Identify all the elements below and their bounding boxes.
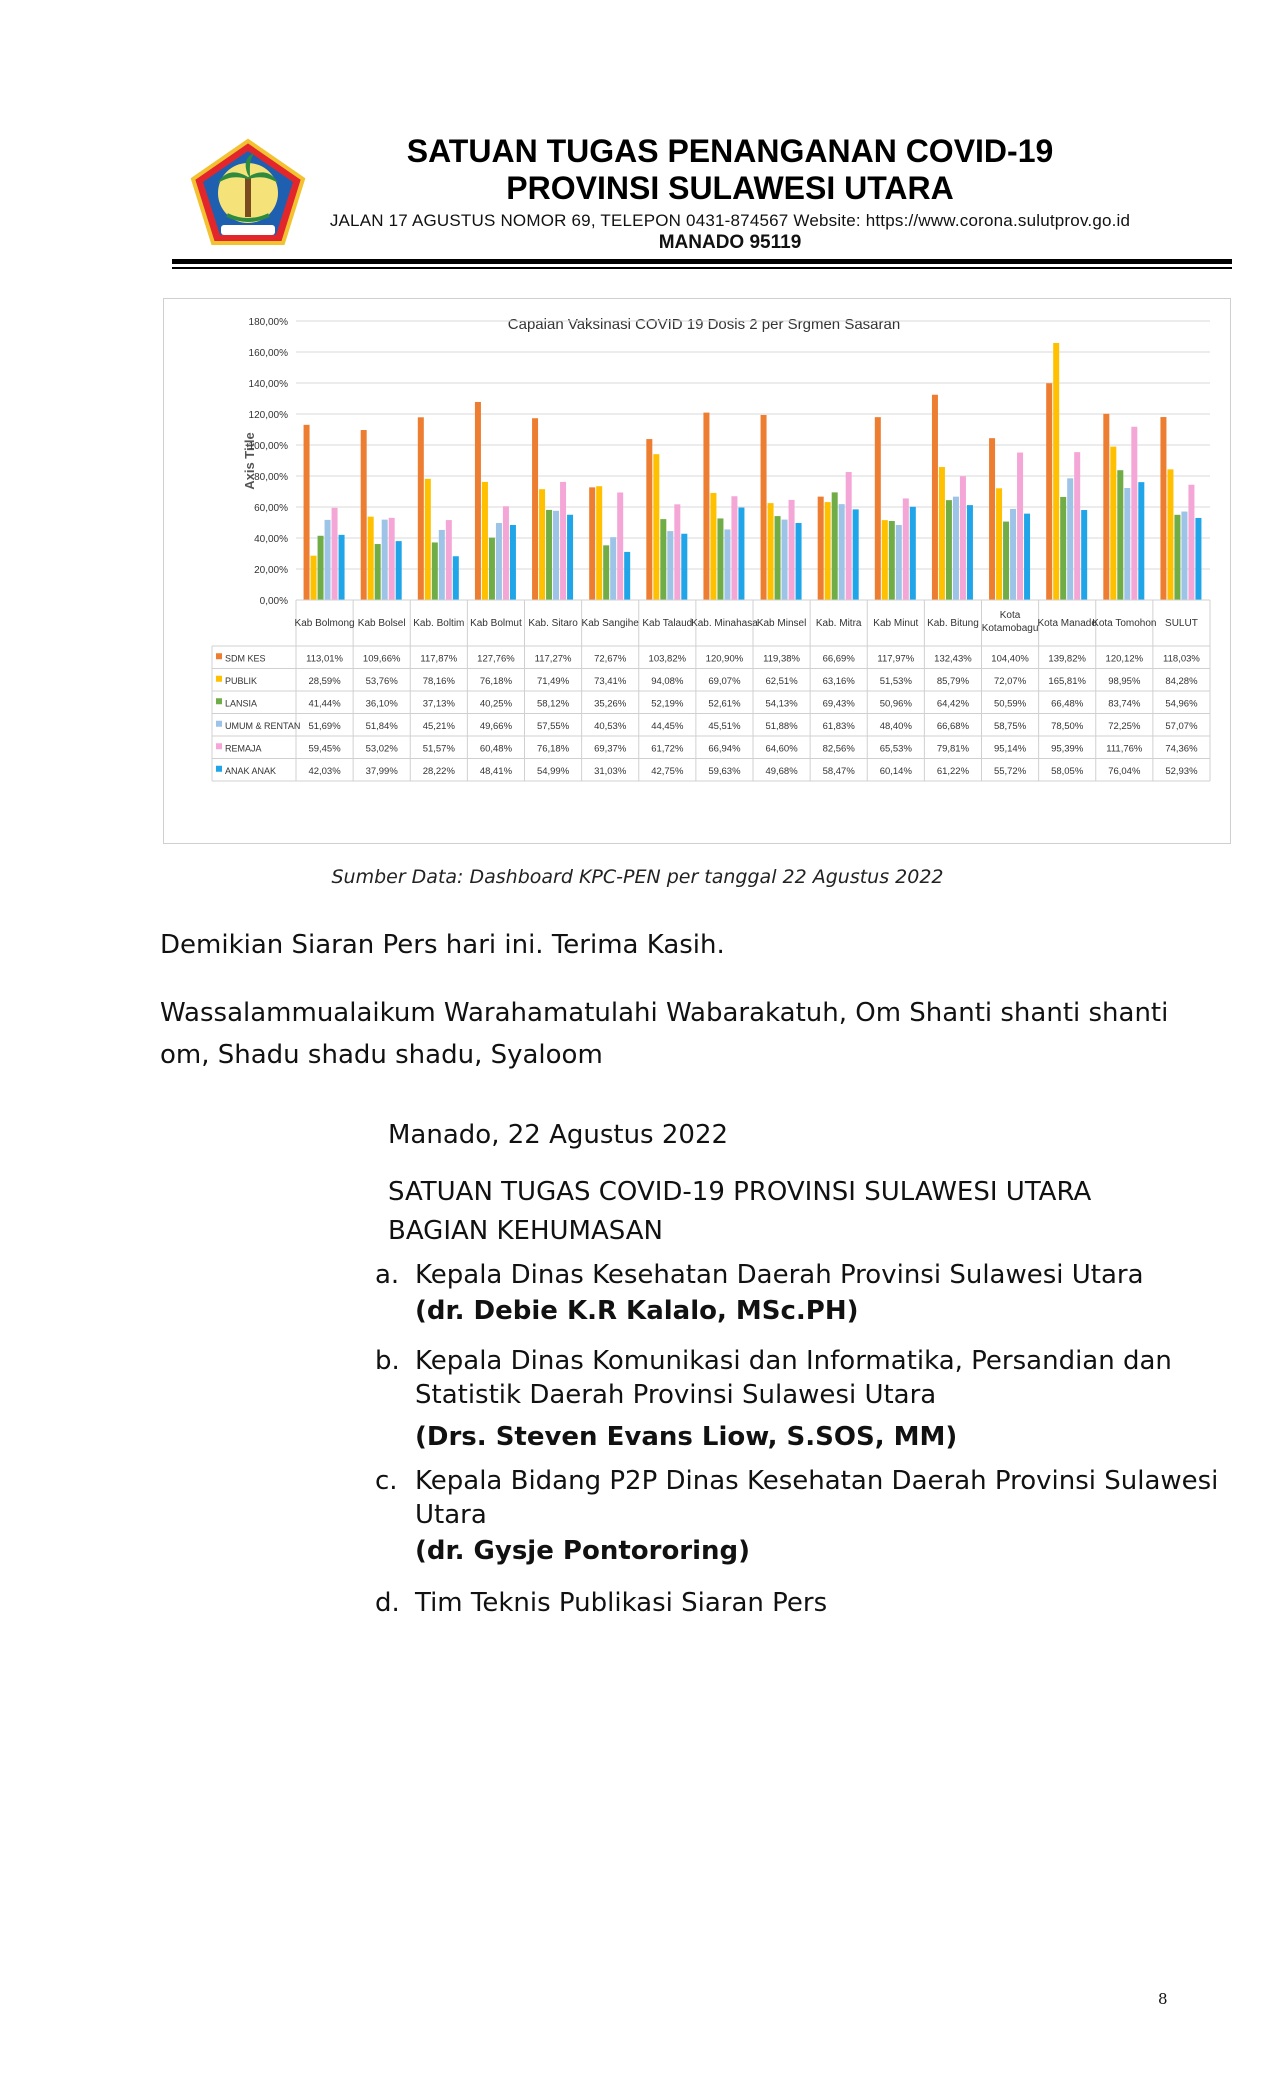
chart-legend-swatch: [216, 653, 222, 659]
chart-bar: [1117, 470, 1123, 600]
chart-bar: [882, 520, 888, 600]
chart-bar: [368, 517, 374, 600]
chart-data-label: 76,18%: [536, 743, 570, 755]
chart-y-tick-label: 40,00%: [254, 534, 288, 545]
chart-y-tick-label: 60,00%: [254, 503, 288, 514]
chart-bar: [989, 438, 995, 600]
chart-data-label: 94,08%: [651, 675, 684, 687]
chart-bar: [724, 529, 730, 600]
chart-bar: [1053, 343, 1059, 600]
chart-bar: [832, 492, 838, 600]
chart-bar: [1174, 515, 1180, 600]
chart-data-label: 52,19%: [651, 698, 684, 710]
chart-data-label: 71,49%: [536, 675, 570, 687]
chart-data-label: 82,56%: [822, 743, 855, 755]
chart-x-tick-label: Kab. Boltim: [413, 618, 465, 629]
chart-bar: [325, 520, 331, 600]
chart-data-label: 64,60%: [765, 743, 798, 755]
chart-bar: [560, 482, 566, 600]
chart-title: Capaian Vaksinasi COVID 19 Dosis 2 per Srgmen Sasaran: [507, 316, 901, 333]
list-item-letter: c.: [375, 1466, 398, 1496]
header-title-line2: PROVINSI SULAWESI UTARA: [506, 170, 954, 206]
chart-y-tick-label: 140,00%: [248, 379, 288, 390]
list-item-letter: a.: [375, 1260, 400, 1290]
signature-org-line1: SATUAN TUGAS COVID-19 PROVINSI SULAWESI UTARA: [388, 1177, 1092, 1207]
chart-data-label: 35,26%: [594, 698, 627, 710]
header-title-line1: SATUAN TUGAS PENANGANAN COVID-19: [406, 133, 1054, 169]
chart-bar: [567, 515, 573, 600]
chart-bar: [1081, 510, 1087, 600]
chart-data-label: 54,99%: [536, 765, 570, 777]
chart-data-label: 60,14%: [879, 765, 912, 777]
chart-y-tick-label: 20,00%: [254, 565, 288, 576]
chart-legend-swatch: [216, 698, 222, 704]
chart-data-label: 59,45%: [308, 743, 341, 755]
chart-data-label: 83,74%: [1108, 698, 1141, 710]
chart-bar: [1010, 509, 1016, 600]
chart-data-label: 51,69%: [308, 720, 341, 732]
chart-data-label: 44,45%: [651, 720, 684, 732]
chart-data-label: 58,12%: [536, 698, 570, 710]
chart-bar: [660, 519, 666, 600]
chart-bar: [453, 556, 459, 600]
chart-data-label: 58,75%: [993, 720, 1027, 732]
chart-bar: [496, 523, 502, 600]
chart-data-label: 72,25%: [1108, 720, 1141, 732]
chart-x-tick-label: Kota: [999, 610, 1021, 621]
chart-data-label: 28,59%: [308, 675, 341, 687]
chart-bar: [1131, 427, 1137, 600]
chart-data-label: 113,01%: [306, 653, 343, 665]
chart-bar: [1195, 518, 1201, 600]
chart-y-tick-label: 160,00%: [248, 348, 288, 359]
chart-data-label: 51,53%: [879, 675, 912, 687]
list-item-text: Kepala Bidang P2P Dinas Kesehatan Daerah Provinsi Sulawesi Utara: [415, 1466, 1219, 1530]
chart-y-tick-label: 0,00%: [259, 596, 288, 607]
chart-bar: [532, 418, 538, 600]
chart-data-label: 40,25%: [479, 698, 513, 710]
chart-bar: [539, 489, 545, 600]
chart-data-label: 111,76%: [1106, 743, 1143, 755]
chart-data-label: 53,02%: [365, 743, 398, 755]
chart-bar: [418, 417, 424, 600]
chart-data-label: 59,63%: [708, 765, 741, 777]
chart-data-label: 78,16%: [422, 675, 455, 687]
vaccination-chart: [163, 298, 1231, 844]
chart-data-label: 49,66%: [479, 720, 513, 732]
chart-x-tick-label: Kab Minut: [873, 618, 919, 629]
chart-bar: [738, 508, 744, 600]
chart-bar: [318, 536, 324, 600]
chart-legend-label: REMAJA: [225, 743, 262, 754]
chart-bar: [789, 500, 795, 600]
chart-data-label: 42,03%: [308, 765, 341, 777]
chart-y-tick-label: 100,00%: [248, 441, 288, 452]
chart-data-label: 62,51%: [765, 675, 798, 687]
chart-bar: [617, 492, 623, 600]
chart-data-label: 69,37%: [594, 743, 627, 755]
list-item-text: Kepala Dinas Komunikasi dan Informatika, Persandian dan Statistik Daerah Provinsi Sulawesi Utara: [415, 1346, 1172, 1410]
chart-data-label: 76,18%: [479, 675, 513, 687]
chart-data-label: 45,21%: [422, 720, 455, 732]
chart-bar: [361, 430, 367, 600]
greeting-paragraph: Wassalammualaikum Warahamatulahi Wabarakatuh, Om Shanti shanti shanti om, Shadu shadu shadu, Syaloom: [160, 998, 1169, 1070]
chart-data-label: 120,90%: [705, 653, 744, 665]
chart-bar: [1138, 482, 1144, 600]
chart-data-label: 54,13%: [765, 698, 798, 710]
list-item-letter: b.: [375, 1346, 400, 1376]
chart-bar: [1181, 512, 1187, 600]
chart-x-tick-label: SULUT: [1165, 618, 1198, 629]
chart-data-label: 52,61%: [708, 698, 741, 710]
chart-data-label: 84,28%: [1165, 675, 1198, 687]
chart-data-label: 36,10%: [365, 698, 398, 710]
chart-data-label: 79,81%: [936, 743, 970, 755]
chart-data-label: 31,03%: [594, 765, 627, 777]
chart-bar: [1124, 488, 1130, 600]
list-item: [375, 1464, 1220, 1568]
chart-bar: [903, 498, 909, 600]
chart-data-label: 57,07%: [1165, 720, 1198, 732]
chart-x-tick-label: Kab. Minahasa: [691, 618, 758, 629]
chart-bar: [1067, 478, 1073, 600]
header-rule-thin: [172, 267, 1232, 269]
chart-legend-label: ANAK ANAK: [225, 765, 277, 776]
chart-x-tick-label: Kota Tomohon: [1092, 618, 1157, 629]
chart-bar: [475, 402, 481, 600]
chart-bar: [710, 493, 716, 600]
chart-data-label: 51,84%: [365, 720, 398, 732]
chart-bar: [446, 520, 452, 600]
chart-bar: [503, 506, 509, 600]
chart-bar: [761, 415, 767, 600]
chart-bar: [953, 497, 959, 600]
list-item-letter: d.: [375, 1588, 400, 1618]
chart-data-label: 127,76%: [477, 653, 515, 665]
chart-y-tick-label: 120,00%: [248, 410, 288, 421]
chart-data-label: 61,72%: [651, 743, 684, 755]
chart-data-label: 54,96%: [1165, 698, 1198, 710]
chart-bar: [1024, 514, 1030, 600]
chart-bar: [389, 518, 395, 600]
chart-bar: [546, 510, 552, 600]
signature-place-date: Manado, 22 Agustus 2022: [388, 1120, 729, 1150]
chart-data-label: 61,83%: [822, 720, 855, 732]
chart-data-label: 103,82%: [648, 653, 687, 665]
chart-bar: [1074, 452, 1080, 600]
chart-data-label: 50,59%: [993, 698, 1027, 710]
chart-bar: [439, 530, 445, 600]
chart-bar: [896, 525, 902, 600]
chart-data-label: 69,43%: [822, 698, 855, 710]
list-item-text: Kepala Dinas Kesehatan Daerah Provinsi Sulawesi Utara: [415, 1260, 1144, 1290]
chart-legend-swatch: [216, 743, 222, 749]
chart-bar: [875, 417, 881, 600]
chart-bar: [853, 509, 859, 600]
chart-data-label: 65,53%: [879, 743, 912, 755]
chart-bar: [425, 479, 431, 600]
chart-bar: [967, 505, 973, 600]
chart-legend-swatch: [216, 721, 222, 727]
header-address: JALAN 17 AGUSTUS NOMOR 69, TELEPON 0431-874567 Website: https://www.corona.sulutprov.go.id: [329, 211, 1131, 230]
chart-bar: [646, 439, 652, 600]
chart-x-tick-label: Kab Sangihe: [581, 618, 639, 629]
chart-bar: [653, 454, 659, 600]
chart-data-label: 66,69%: [822, 653, 855, 665]
chart-data-label: 40,53%: [594, 720, 627, 732]
chart-bar: [432, 542, 438, 600]
chart-data-label: 132,43%: [934, 653, 972, 665]
chart-data-label: 165,81%: [1048, 675, 1086, 687]
chart-data-label: 48,40%: [879, 720, 912, 732]
list-item-text: Tim Teknis Publikasi Siaran Pers: [415, 1588, 828, 1618]
chart-bar: [839, 504, 845, 600]
chart-bar: [674, 504, 680, 600]
chart-bar: [1167, 469, 1173, 600]
chart-x-tick-label: Kab Bolmong: [294, 618, 355, 629]
list-item: [375, 1344, 1220, 1454]
chart-bar: [932, 395, 938, 600]
chart-bar: [1160, 417, 1166, 600]
chart-legend-swatch: [216, 766, 222, 772]
chart-bar: [703, 413, 709, 600]
chart-data-label: 49,68%: [765, 765, 798, 777]
chart-data-label: 66,94%: [708, 743, 741, 755]
chart-bar: [375, 544, 381, 600]
chart-bar: [1060, 497, 1066, 600]
chart-data-label: 48,41%: [479, 765, 513, 777]
chart-legend-label: SDM KES: [225, 653, 266, 664]
chart-y-axis-title: Axis Title: [242, 432, 257, 490]
chart-bar: [775, 516, 781, 600]
chart-data-label: 61,22%: [936, 765, 970, 777]
chart-data-label: 69,07%: [708, 675, 741, 687]
chart-bar: [1110, 447, 1116, 600]
closing-paragraph: Demikian Siaran Pers hari ini. Terima Kasih.: [160, 930, 725, 960]
header-rule-thick: [172, 259, 1232, 264]
chart-bar: [731, 496, 737, 600]
chart-x-tick-label: Kab. Mitra: [815, 618, 862, 629]
chart-data-label: 28,22%: [422, 765, 455, 777]
chart-data-label: 85,79%: [936, 675, 970, 687]
chart-bar: [667, 531, 673, 600]
chart-bar: [996, 488, 1002, 600]
chart-data-label: 95,14%: [993, 743, 1027, 755]
chart-data-label: 98,95%: [1108, 675, 1141, 687]
signature-org-line2: BAGIAN KEHUMASAN: [388, 1216, 663, 1246]
chart-bar: [782, 520, 788, 600]
chart-x-tick-label: Kab Minsel: [756, 618, 807, 629]
chart-x-tick-label: Kab Bolmut: [470, 618, 522, 629]
chart-data-label: 58,47%: [822, 765, 855, 777]
chart-bar: [332, 508, 338, 600]
chart-bar: [339, 535, 345, 600]
list-item-name: (Drs. Steven Evans Liow, S.SOS, MM): [415, 1422, 958, 1452]
chart-bar: [311, 556, 317, 600]
chart-y-tick-label: 80,00%: [254, 472, 288, 483]
list-item: [375, 1586, 1220, 1620]
chart-data-label: 117,27%: [534, 653, 572, 665]
chart-data-label: 51,88%: [765, 720, 798, 732]
list-item: [375, 1258, 1220, 1328]
chart-bar: [717, 518, 723, 600]
chart-bar: [889, 521, 895, 600]
chart-data-label: 55,72%: [993, 765, 1027, 777]
chart-data-label: 117,87%: [420, 653, 458, 665]
chart-bar: [304, 425, 310, 600]
chart-bar: [796, 523, 802, 600]
chart-data-label: 37,13%: [422, 698, 455, 710]
chart-data-label: 64,42%: [936, 698, 970, 710]
list-item-name: (dr. Gysje Pontororing): [415, 1536, 751, 1566]
chart-bar: [1003, 522, 1009, 600]
chart-legend-label: LANSIA: [225, 698, 258, 709]
chart-bar: [510, 525, 516, 600]
chart-data-label: 50,96%: [879, 698, 912, 710]
chart-data-label: 63,16%: [822, 675, 855, 687]
chart-data-label: 104,40%: [991, 653, 1029, 665]
chart-bar: [603, 545, 609, 600]
chart-bar: [825, 502, 831, 600]
chart-bar: [818, 497, 824, 600]
chart-data-label: 72,67%: [594, 653, 627, 665]
chart-x-tick-label: Kotamobagu: [981, 623, 1039, 634]
chart-bar: [596, 486, 602, 600]
list-item-name: (dr. Debie K.R Kalalo, MSc.PH): [415, 1296, 859, 1326]
chart-bar: [1103, 414, 1109, 600]
chart-data-label: 58,05%: [1051, 765, 1084, 777]
chart-x-tick-label: Kab Bolsel: [357, 618, 406, 629]
chart-x-tick-label: Kab. Sitaro: [528, 618, 578, 629]
header-city: MANADO 95119: [658, 232, 802, 253]
chart-data-label: 139,82%: [1048, 653, 1086, 665]
chart-data-label: 73,41%: [594, 675, 627, 687]
page-number: 8: [1158, 1990, 1168, 2008]
chart-bar: [589, 487, 595, 600]
chart-x-tick-label: Kab. Bitung: [927, 618, 979, 629]
chart-x-tick-label: Kab Talaud: [642, 618, 693, 629]
chart-data-label: 119,38%: [763, 653, 800, 665]
chart-data-label: 66,48%: [1051, 698, 1084, 710]
chart-data-label: 66,68%: [936, 720, 970, 732]
chart-bar: [624, 552, 630, 600]
chart-bar: [939, 467, 945, 600]
chart-data-label: 76,04%: [1108, 765, 1141, 777]
chart-data-label: 45,51%: [708, 720, 741, 732]
chart-data-label: 95,39%: [1051, 743, 1084, 755]
chart-legend-label: PUBLIK: [225, 675, 258, 686]
chart-bar: [610, 537, 616, 600]
chart-x-tick-label: Kota Manado: [1037, 618, 1097, 629]
chart-data-label: 57,55%: [536, 720, 570, 732]
chart-bar: [1046, 383, 1052, 600]
chart-data-label: 52,93%: [1165, 765, 1198, 777]
chart-data-label: 53,76%: [365, 675, 398, 687]
chart-bar: [768, 503, 774, 600]
chart-caption: Sumber Data: Dashboard KPC-PEN per tanggal 22 Agustus 2022: [331, 866, 944, 888]
chart-bar: [960, 476, 966, 600]
chart-bar: [482, 482, 488, 600]
chart-legend-label: UMUM & RENTAN: [225, 720, 301, 731]
chart-canvas: [164, 299, 1230, 843]
chart-data-label: 42,75%: [651, 765, 684, 777]
chart-bar: [946, 500, 952, 600]
chart-legend-swatch: [216, 676, 222, 682]
chart-data-label: 37,99%: [365, 765, 398, 777]
chart-bar: [396, 541, 402, 600]
chart-bar: [489, 538, 495, 600]
chart-bar: [1188, 485, 1194, 600]
chart-data-label: 74,36%: [1165, 743, 1198, 755]
chart-bar: [553, 511, 559, 600]
chart-data-label: 120,12%: [1105, 653, 1144, 665]
chart-data-label: 109,66%: [362, 653, 401, 665]
chart-y-tick-label: 180,00%: [248, 317, 288, 328]
chart-data-label: 51,57%: [422, 743, 455, 755]
chart-bar: [910, 507, 916, 600]
chart-bar: [846, 472, 852, 600]
provincial-emblem-icon: [187, 137, 309, 249]
chart-data-label: 117,97%: [877, 653, 915, 665]
chart-data-label: 118,03%: [1163, 653, 1200, 665]
chart-data-label: 60,48%: [479, 743, 513, 755]
chart-bar: [681, 534, 687, 600]
chart-bar: [1017, 453, 1023, 600]
chart-data-label: 78,50%: [1051, 720, 1084, 732]
chart-bar: [382, 520, 388, 600]
chart-data-label: 72,07%: [993, 675, 1027, 687]
chart-data-label: 41,44%: [308, 698, 341, 710]
